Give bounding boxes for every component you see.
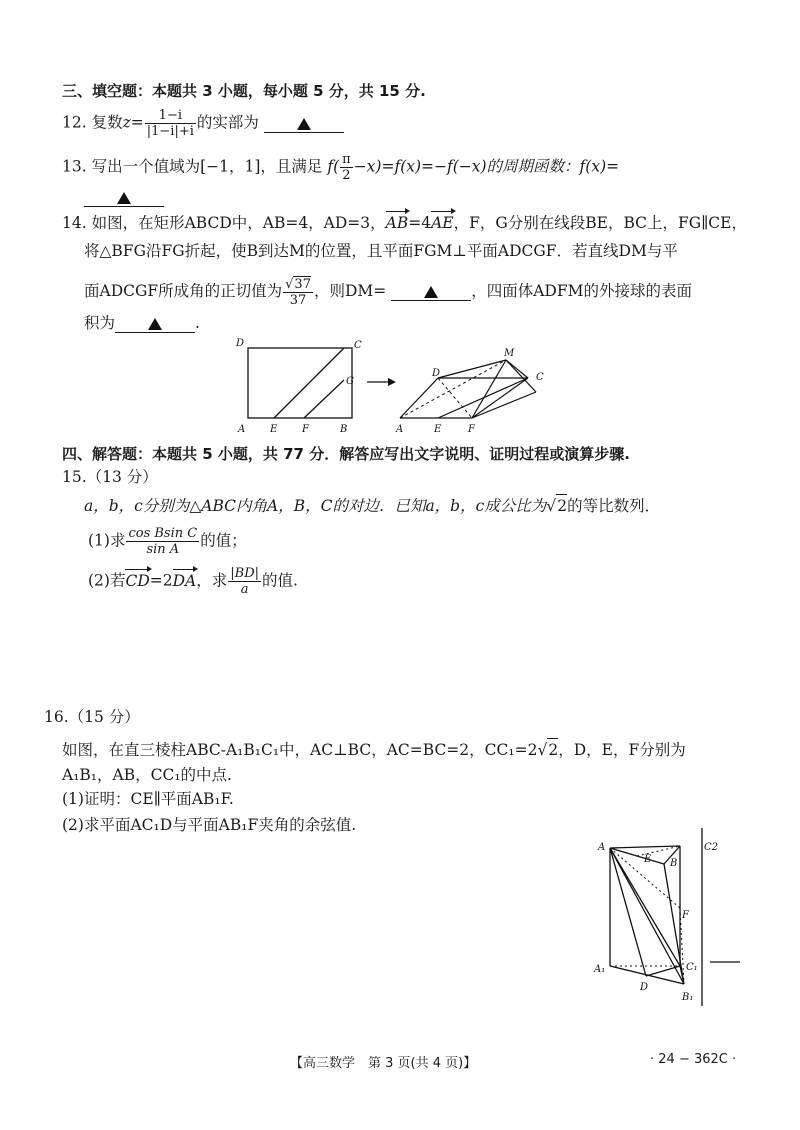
question-15-intro: a，b，c分别为△ABC内角A，B，C的对边．已知a，b，c成公比为√2的等比数列． xyxy=(84,494,660,517)
vector-da: DA xyxy=(172,571,197,590)
segment-fg xyxy=(472,392,536,418)
question-15-part-2 xyxy=(88,566,298,597)
exam-code: · 24 − 362C · xyxy=(650,1052,737,1067)
question-14-line-3 xyxy=(84,276,692,308)
q14-eq: =4 xyxy=(408,214,432,232)
label-a: A xyxy=(238,424,246,435)
q13-f: f( xyxy=(327,157,340,176)
q14-text-b: ，则DM= xyxy=(313,282,387,300)
segment-fg xyxy=(304,380,344,418)
label-d: D xyxy=(432,368,441,379)
edge-ac xyxy=(610,846,680,848)
q14-text: 面ADCGF所成角的正切值为 xyxy=(84,282,283,300)
question-13 xyxy=(62,152,619,183)
question-16-line-2: A₁B₁，AB，CC₁的中点. xyxy=(62,766,232,784)
q14-end: . xyxy=(195,314,200,332)
dashed-am xyxy=(400,360,506,418)
segment-ec xyxy=(274,348,344,418)
question-16-part-1: (1)证明：CE∥平面AB₁F. xyxy=(62,790,234,808)
q14-fraction: $\frac{√37}{37}$ xyxy=(285,277,311,308)
q14-text-b: ，F，G分别在线段BE，BC上，FG∥CE， xyxy=(453,214,747,232)
label-g: G xyxy=(346,376,354,387)
q13-pi: π xyxy=(342,152,351,167)
q14-sqrt: 37 xyxy=(294,277,311,292)
vector-ae: AE xyxy=(431,214,454,232)
q12-denominator: |1−i|+i xyxy=(146,124,194,139)
q15-p2-den: a xyxy=(240,582,249,597)
q15-intro-text: a，b，c分别为△ABC内角A，B，C的对边．已知a，b，c成公比为 xyxy=(84,497,547,515)
figure-16 xyxy=(590,826,750,1016)
q15-p2-text: (2)若 xyxy=(88,571,126,590)
q15-p2-fraction xyxy=(228,566,261,597)
q15-p2-text-b: ，求 xyxy=(196,571,228,590)
vector-cd: CD xyxy=(125,571,150,590)
q12-fraction xyxy=(145,108,196,139)
q15-p2-num: |BD| xyxy=(230,566,260,581)
q15-p1-den: sin A xyxy=(146,542,180,557)
question-number: 12. xyxy=(62,113,87,132)
label-b: B xyxy=(340,424,348,435)
q16-text: 如图，在直三棱柱ABC-A₁B₁C₁中，AC⊥BC，AC=BC=2，CC₁=2 xyxy=(62,741,538,759)
q15-p2-end: 的值. xyxy=(262,571,298,590)
question-number: 14. xyxy=(62,214,87,232)
answer-blank[interactable] xyxy=(84,188,164,207)
question-number: 13. xyxy=(62,157,87,176)
q15-p1-text: (1)求 xyxy=(88,531,126,550)
q16-text-b: ，D，E，F分别为 xyxy=(558,741,686,759)
label-c: C xyxy=(536,372,544,383)
q14-text: 如图，在矩形ABCD中，AB=4，AD=3， xyxy=(91,214,386,232)
segment-dm xyxy=(438,360,506,378)
q13-answer-row xyxy=(84,186,164,208)
label-f: F xyxy=(468,424,475,435)
q15-intro-end: 的等比数列． xyxy=(567,497,661,515)
answer-blank[interactable] xyxy=(391,282,471,301)
rectangle-abcd xyxy=(248,348,352,418)
section-3-title: 三、填空题：本题共 3 小题，每小题 5 分，共 15 分. xyxy=(62,82,426,100)
q15-p1-num: cos Bsin C xyxy=(128,526,198,541)
question-16-part-2: (2)求平面AC₁D与平面AB₁F夹角的余弦值. xyxy=(62,816,357,834)
q12-suffix: 的实部为 xyxy=(196,113,259,132)
triangle-icon xyxy=(117,192,131,204)
q13-rest: −x)=f(x)=−f(−x)的周期函数：f(x)= xyxy=(353,157,620,176)
question-12 xyxy=(62,108,344,139)
q14-text: 积为 xyxy=(84,314,116,332)
label-b1: B₁ xyxy=(682,992,694,1003)
q14-den: 37 xyxy=(289,293,307,308)
q15-p2-eq: =2 xyxy=(149,571,173,590)
triangle-icon xyxy=(297,118,311,130)
answer-blank[interactable] xyxy=(264,114,344,133)
label-a: A xyxy=(396,424,404,435)
question-14-line-1 xyxy=(62,212,747,234)
label-f: F xyxy=(682,910,689,921)
question-14-line-2: 将△BFG沿FG折起，使B到达M的位置，且平面FGM⊥平面ADCGF．若直线DM与平 xyxy=(84,242,678,260)
q15-p1-fraction xyxy=(126,526,199,557)
answer-blank[interactable] xyxy=(115,314,195,333)
label-f: F xyxy=(302,424,309,435)
q12-prefix: 复数 xyxy=(91,113,123,132)
label-c: C2 xyxy=(704,842,719,853)
question-14-line-4 xyxy=(84,312,200,334)
label-a1: A₁ xyxy=(594,964,606,975)
label-b: B xyxy=(670,858,678,869)
triangle-icon xyxy=(424,286,438,298)
label-e: E xyxy=(644,854,652,865)
question-15-head: 15.（13 分） xyxy=(62,468,158,486)
question-15-part-1 xyxy=(88,526,247,557)
dashed-df xyxy=(438,378,472,418)
segment-ad xyxy=(400,378,438,418)
label-c1: C₁ xyxy=(686,962,698,973)
segment-fm xyxy=(472,360,506,418)
section-4-title: 四、解答题：本题共 5 小题，共 77 分．解答应写出文字说明、证明过程或演算步骤. xyxy=(62,445,630,463)
segment-fc xyxy=(472,378,528,418)
label-e: E xyxy=(434,424,442,435)
q13-text: 写出一个值域为[−1，1]，且满足 xyxy=(91,157,323,176)
q16-sqrt: 2 xyxy=(547,738,558,761)
page-footer: 【高三数学 第 3 页(共 4 页)】 xyxy=(290,1056,477,1071)
segment-mg xyxy=(506,360,536,392)
q15-p1-end: 的值； xyxy=(200,531,247,550)
segment-c1d xyxy=(646,966,680,976)
label-d: D xyxy=(236,338,245,349)
q12-z: z= xyxy=(122,113,144,132)
q13-two: 2 xyxy=(342,168,351,183)
figure-14 xyxy=(230,336,560,436)
triangle-icon xyxy=(148,318,162,330)
label-d: D xyxy=(640,982,649,993)
q14-text-c: ，四面体ADFM的外接球的表面 xyxy=(471,282,692,300)
segment-ec xyxy=(438,378,528,418)
label-c: C xyxy=(354,340,362,351)
segment-ad xyxy=(610,848,646,976)
question-16-line-1: 如图，在直三棱柱ABC-A₁B₁C₁中，AC⊥BC，AC=BC=2，CC₁=2√2，D，E，F分别为 xyxy=(62,738,686,761)
label-e: E xyxy=(270,424,278,435)
question-16-head: 16.（15 分） xyxy=(44,708,140,726)
label-m: M xyxy=(504,348,515,359)
q12-numerator: 1−i xyxy=(145,108,196,124)
q13-fraction xyxy=(340,152,353,183)
arrow-icon xyxy=(388,378,396,386)
vector-ab: AB xyxy=(385,214,409,232)
q15-sqrt: 2 xyxy=(556,494,567,517)
label-a: A xyxy=(598,842,606,853)
